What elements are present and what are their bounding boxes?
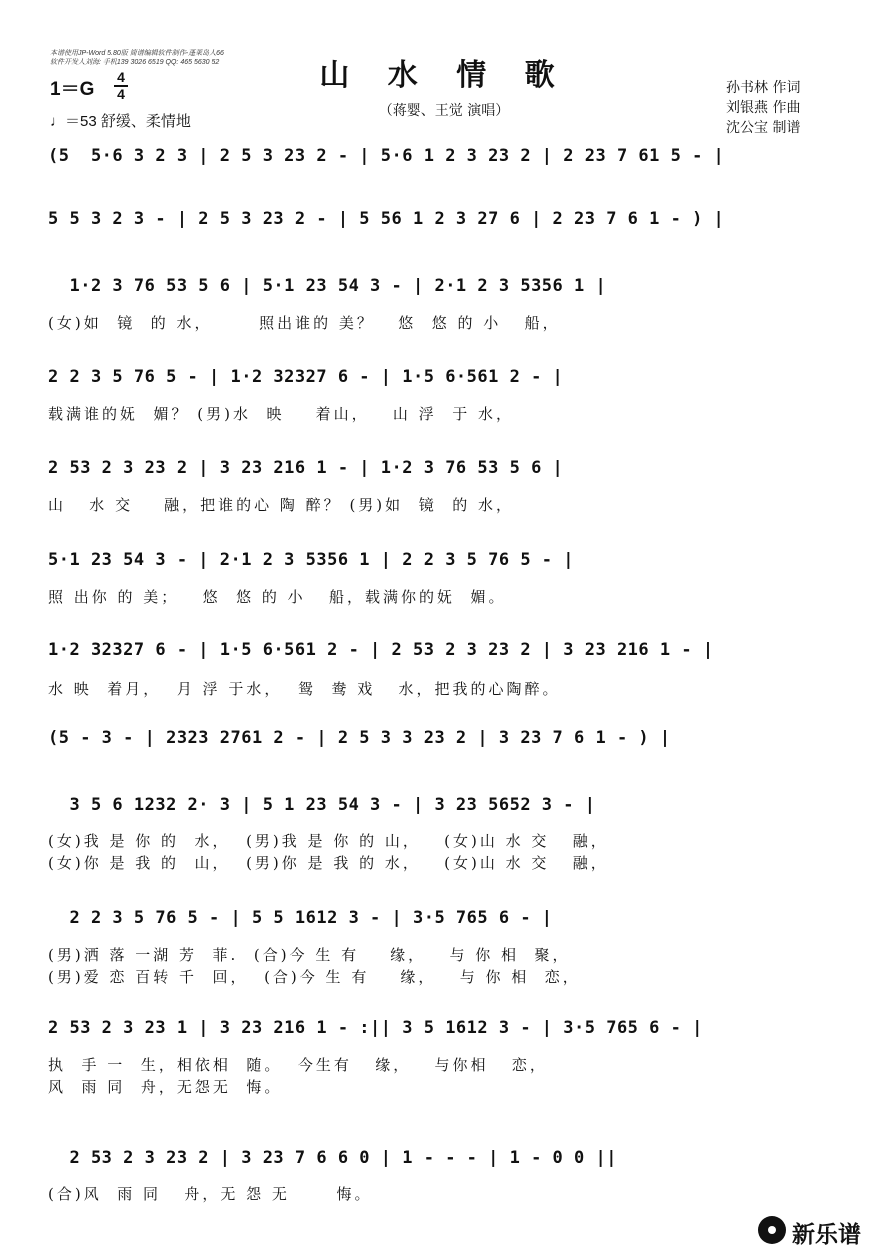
system-4-notes: 2 2 3 5 76 5 - | 1·2 32327 6 - | 1·5 6·561 2 - | [48, 367, 564, 387]
system-4-lyrics: 载满谁的妩 媚？ (男)水 映 着山， 山 浮 于 水， [48, 405, 514, 423]
system-5-lyrics: 山 水 交 融，把谁的心 陶 醉？ (男)如 镜 的 水， [48, 496, 514, 514]
system-10-lyrics-verse1: (男)洒 落 一湖 芳 菲. (合)今 生 有 缘， 与 你 相 聚， [48, 946, 571, 964]
software-credit-line1: 本谱使用JP-Word 5.80版 简谱编辑软件制作-蓬莱岛人66 [50, 50, 224, 57]
system-9-lyrics-verse1: (女)我 是 你 的 水， (男)我 是 你 的 山， (女)山 水 交 融， [48, 832, 609, 850]
time-signature-bottom: 4 [117, 86, 125, 102]
time-signature [114, 70, 128, 101]
site-logo [758, 1214, 880, 1248]
software-credit-line2: 软件开发人刘海: 手机139 3026 6519 QQ: 465 5630 52 [50, 59, 220, 66]
system-10-lyrics-verse2: (男)爱 恋 百转 千 回， (合)今 生 有 缘， 与 你 相 恋， [48, 968, 581, 986]
key-signature: 1＝G [50, 79, 95, 100]
song-subtitle: （蒋婴、王觉 演唱） [378, 103, 510, 119]
record-disc-icon [758, 1216, 786, 1244]
system-2-notes: 5 5 3 2 3 - | 2 5 3 23 2 - | 5 56 1 2 3 27 6 | 2 23 7 6 1 - ) | [48, 209, 725, 229]
system-9-notes: 3 5 6 1232 2· 3 | 5 1 23 54 3 - | 3 23 5652 3 - | [48, 795, 596, 815]
system-3-notes: 1·2 3 76 53 5 6 | 5·1 23 54 3 - | 2·1 2 3 5356 1 | [48, 276, 607, 296]
time-signature-top: 4 [117, 69, 125, 85]
composer-credit: 刘银燕 作曲 [726, 100, 801, 116]
system-11-notes: 2 53 2 3 23 1 | 3 23 216 1 - :|| 3 5 1612 3 - | 3·5 765 6 - | [48, 1018, 703, 1038]
system-7-lyrics: 水 映 着月， 月 浮 于水， 鸳 鸯 戏 水，把我的心陶醉。 [48, 680, 561, 698]
song-title: 山 水 情 歌 [319, 58, 569, 93]
system-12-notes: 2 53 2 3 23 2 | 3 23 7 6 6 0 | 1 - - - | 1 - 0 0 || [48, 1148, 617, 1168]
arranger-credit: 沈公宝 制谱 [726, 120, 801, 136]
system-8-notes: (5 - 3 - | 2323 2761 2 - | 2 5 3 3 23 2 | 3 23 7 6 1 - ) | [48, 728, 671, 748]
system-12-lyrics: (合)风 雨 同 舟，无 怨 无 悔。 [48, 1185, 373, 1203]
system-6-notes: 5·1 23 54 3 - | 2·1 2 3 5356 1 | 2 2 3 5 76 5 - | [48, 550, 575, 570]
system-11-lyrics-verse2: 风 雨 同 舟，无怨无 悔。 [48, 1078, 283, 1096]
system-9-lyrics-verse2: (女)你 是 我 的 山， (男)你 是 我 的 水， (女)山 水 交 融， [48, 854, 609, 872]
system-7-notes: 1·2 32327 6 - | 1·5 6·561 2 - | 2 53 2 3 23 2 | 3 23 216 1 - | [48, 640, 714, 660]
system-3-lyrics: (女)如 镜 的 水， 照出谁的 美？ 悠 悠 的 小 船， [48, 314, 561, 332]
site-logo-text: 新乐谱 [792, 1221, 861, 1247]
tempo-marking: ♩＝53 舒缓、柔情地 [50, 113, 191, 130]
system-5-notes: 2 53 2 3 23 2 | 3 23 216 1 - | 1·2 3 76 53 5 6 | [48, 458, 564, 478]
system-10-notes: 2 2 3 5 76 5 - | 5 5 1612 3 - | 3·5 765 6 - | [48, 908, 553, 928]
system-1-notes: (5 5·6 3 2 3 | 2 5 3 23 2 - | 5·6 1 2 3 23 2 | 2 23 7 61 5 - | [48, 146, 725, 166]
lyricist-credit: 孙书林 作词 [726, 80, 801, 96]
system-11-lyrics-verse1: 执 手 一 生，相依相 随。 今生有 缘， 与你相 恋， [48, 1056, 548, 1074]
credits [726, 78, 800, 138]
system-6-lyrics: 照 出你 的 美； 悠 悠 的 小 船，载满你的妩 媚。 [48, 588, 507, 606]
